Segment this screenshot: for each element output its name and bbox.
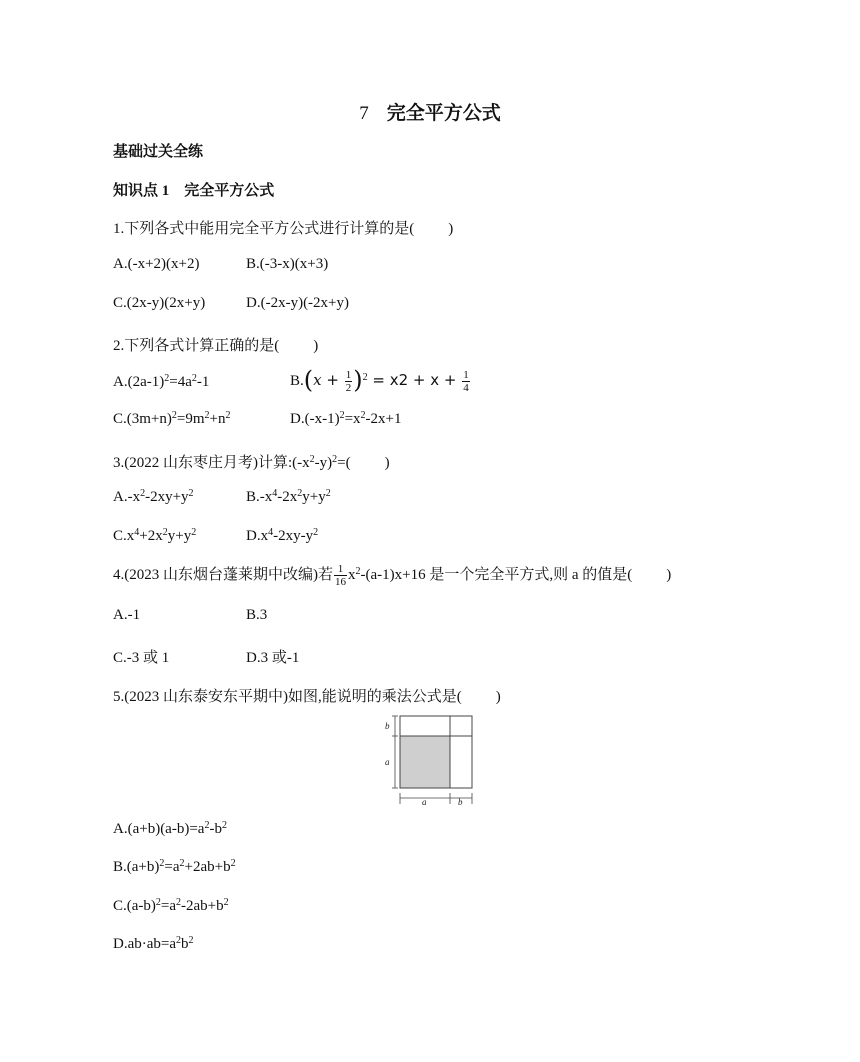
page-title	[0, 98, 860, 125]
fraction-one-sixteenth: $\frac{1}{16}$	[335, 563, 346, 589]
figure-label-b-bottom: b	[458, 797, 463, 807]
q5-option-c[interactable]: $C.(a-b)^2=a^2-2ab+b^2$	[113, 897, 229, 914]
square-figure	[383, 713, 475, 807]
figure-label-a-left: a	[385, 757, 390, 767]
figure-label-a-bottom: a	[422, 797, 427, 807]
question-1-stem: 1.下列各式中能用完全平方公式进行计算的是( )	[113, 221, 454, 237]
section-heading: 基础过关全练	[113, 144, 204, 160]
q5-option-a[interactable]: $A.(a+b)(a-b)=a^2-b^2$	[113, 820, 227, 837]
q2-option-b[interactable]: B.(x + $\frac{1}{2}$ )$^2$ = x2 + x + $\frac{1}{4}$	[290, 366, 469, 395]
q1-option-d[interactable]: D.(-2x-y)(-2x+y)	[246, 295, 350, 311]
question-3-stem: 3.(2022 山东枣庄月考)计算$:(-x^2-y)^2=$( )	[113, 454, 390, 471]
q3-option-a[interactable]: $A.-x^2-2xy+y^2$	[113, 488, 194, 505]
question-4-stem: 4.(2023 山东烟台蓬莱期中改编)若 $\frac{1}{16}$ $x^2-(a-1)x+16$ 是一个完全平方式,则 a 的值是( )	[113, 563, 672, 589]
q3-option-c[interactable]: $C.x^4+2x^2y+y^2$	[113, 527, 197, 544]
right-paren: )	[353, 366, 363, 394]
title-text: 完全平方公式	[386, 103, 501, 124]
q4-option-a[interactable]: A.-1	[113, 607, 141, 623]
shaded-square	[400, 736, 450, 788]
q2-option-d[interactable]: $D.(-x-1)^2=x^2-2x+1$	[290, 410, 402, 427]
left-paren: (	[303, 366, 314, 394]
q2-option-a[interactable]: $A.(2a-1)^2=4a^2-1$	[113, 373, 210, 390]
title-number: 7	[359, 103, 369, 124]
figure-label-b-left: b	[385, 721, 390, 731]
q5-option-b[interactable]: $B.(a+b)^2=a^2+2ab+b^2$	[113, 858, 236, 875]
q3-option-d[interactable]: $D.x^4-2xy-y^2$	[246, 527, 319, 544]
q4-option-b[interactable]: B.3	[246, 607, 268, 623]
q2-option-c[interactable]: $C.(3m+n)^2=9m^2+n^2$	[113, 410, 231, 427]
q1-option-b[interactable]: B.(-3-x)(x+3)	[246, 256, 329, 272]
q1-option-c[interactable]: C.(2x-y)(2x+y)	[113, 295, 206, 311]
question-2-stem: 2.下列各式计算正确的是( )	[113, 338, 319, 354]
fraction-half: $\frac{1}{2}$	[345, 369, 352, 395]
fraction-quarter: $\frac{1}{4}$	[463, 369, 469, 395]
q4-option-d[interactable]: D.3 或-1	[246, 650, 300, 666]
q1-option-a[interactable]: A.(-x+2)(x+2)	[113, 256, 200, 272]
q4-option-c[interactable]: C.-3 或 1	[113, 650, 170, 666]
q5-option-d[interactable]: $D.ab\cdot ab=a^2b^2$	[113, 935, 194, 952]
knowledge-point-heading: 知识点 1 完全平方公式	[113, 183, 275, 199]
question-5-stem: 5.(2023 山东泰安东平期中)如图,能说明的乘法公式是( )	[113, 689, 501, 705]
q3-option-b[interactable]: $B.-x^4-2x^2y+y^2$	[246, 488, 331, 505]
